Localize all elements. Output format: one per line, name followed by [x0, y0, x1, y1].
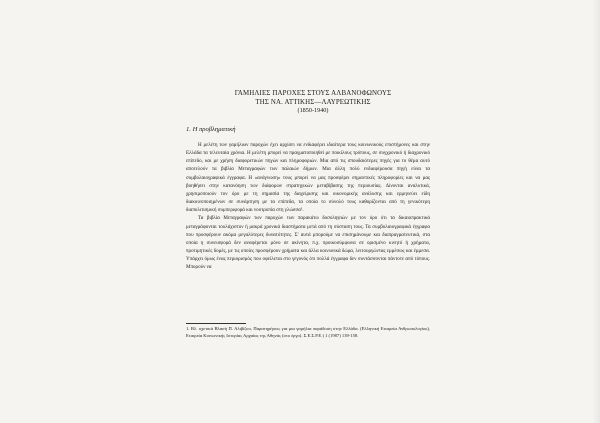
- page-title: [228, 90, 398, 107]
- title-line-1: ΓΑΜΗΛΙΕΣ ΠΑΡΟΧΕΣ ΣΤΟΥΣ ΑΛΒΑΝΟΦΩΝΟΥΣ: [234, 90, 392, 97]
- paragraph: Η μελέτη των γαμήλιων παροχών έχει αρχίσει να ενδιαφέρει ιδιαίτερα τους κοινωνικούς επιστήμονες και στην Ελλάδα τα τελευταία χρόνια. Η μελέτη μπορεί να πραγματοποιηθεί με ποικίλους τρόπους, σε συγχρονικό ή διαχρονικό επίπεδο, και με χρήση διαφορετικών πηγών και πληροφοριών. Μια από τις σπουδαιότερες πηγές για το θέμα αυτό αποτελούν τα βιβλία Μεταγραφών των παλαιών δήμων. Μια άλλη πολύ ενδιαφέρουσα πηγή είναι τα συμβολαιογραφικά έγγραφα. Η «ανάγνωση» τους μπορεί να μας προσφέρει σημαντικές πληροφορίες και να μας βοηθήσει στην κατανόηση των διάφορων στρατηγικών μεταβίβασης της περιουσίας. Δίνονται αναλυτικά, χρησιμοποιούν τον όρο με τη σημασία της διαχείρισης και οικονομικής ανάλυσης και ερμηνεύει είδη διακοινοποιημένων σε συνάρτηση με τα επίπεδα, τα οποία το σύνολό τους καθορίζονται από τη γενικότερη διαπολιτισμική συμπεριφορά και νοοτροπία στη γλώσσα¹.: [186, 142, 430, 214]
- title-line-2: ΤΗΣ ΝΑ. ΑΤΤΙΚΗΣ—ΛΑΥΡΕΩΤΙΚΗΣ: [255, 98, 371, 106]
- paragraph: Τα βιβλία Μεταγραφών των παροχών των παρακάτω δοσοληψιών με τον όρο ότι τα δικαιοπρακτικά μεταγράφονται τουλάχιστον ή μακρά χρονικά διαστήματα μετά από τη σύσταση τους. Τα συμβολαιογραφικά έγγραφα που προσφέρουν ακόμα μεγαλύτερες δυνατότητες. Σ' αυτά μπορούμε να επισημάνουμε και διαπραγματευτικά, στα οποία η συνεισφορά δεν αναφέρεται μόνο σε ακίνητα, π.χ. προικοσύμφωνα σε ορισμένο κινητό ή χρήματα, προτιμητικές δομές, με τις οποίες προσφέρουν χρήματα και άλλα κοινωνικά δώρα, λειτουργώντας εμμέσως και έμμεσα. Υπάρχει όμως ένας περιορισμός που οφείλεται στο γεγονός ότι πολλά έγγραφα δεν συντάσσονται πάντοτε από τόπους. Μπορούν να: [186, 215, 430, 271]
- footnote-rule: [186, 323, 246, 324]
- section-heading: 1. Η προβληματική: [186, 126, 236, 133]
- body-text: [186, 141, 430, 272]
- page-edge-shadow: [592, 0, 600, 423]
- title-years: (1850-1940): [297, 107, 329, 114]
- footnote: 1. Βλ. σχετικά Βλασή Π. Αλιβίζου, Παρατηρήσεις για μια γαμήλια παράδοση στην Ελλάδα. (Ελληνική Εταιρεία Ανθρωπολογίας), Εταιρεία Κοινωνικής Ιστορίας Αρχαίας της Αθηνάς (στο έργο). Σ.Ε.Σ.Ρ.Ε.) 1 (1987) 139-158.: [186, 326, 430, 338]
